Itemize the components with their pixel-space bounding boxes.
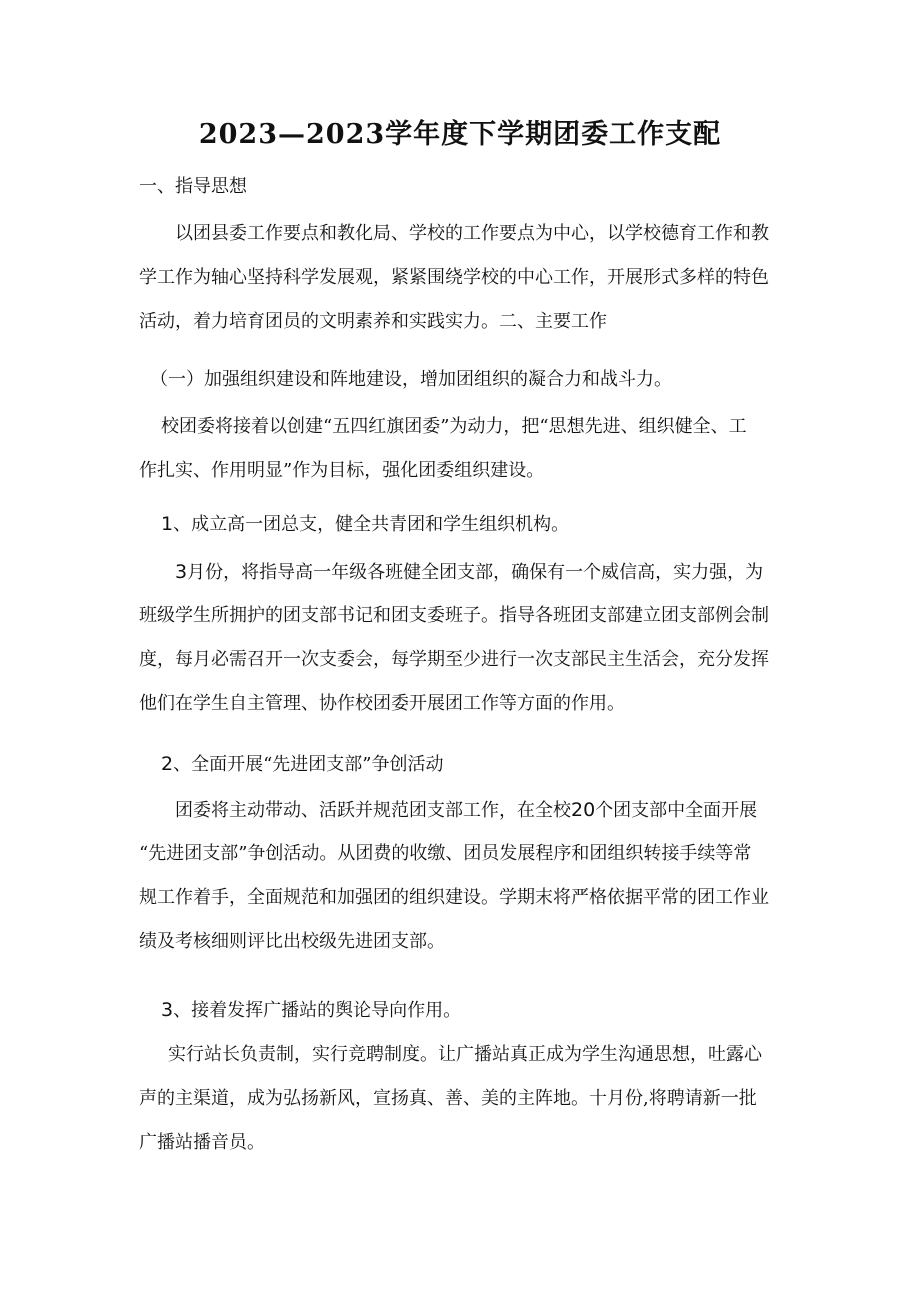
item-text: 、全面开展“先进团支部”争创活动 <box>173 754 444 775</box>
paragraph-line: 学工作为轴心坚持科学发展观，紧紧围绕学校的中心工作，开展形式多样的特色 <box>139 267 769 288</box>
paragraph-line: 以团县委工作要点和教化局、学校的工作要点为中心，以学校德育工作和教 <box>175 223 769 244</box>
paragraph-line: 他们在学生自主管理、协作校团委开展团工作等方面的作用。 <box>139 693 625 714</box>
inline-number: 20 <box>571 799 596 821</box>
paragraph-branch-setup <box>139 550 789 726</box>
paragraph-line: 校团委将接着以创建“五四红旗团委”为动力，把“思想先进、组织健全、工 <box>161 416 747 437</box>
inline-text: 个团支部中全面开展 <box>595 800 758 821</box>
paragraph-line <box>139 550 789 594</box>
section-heading-guiding-thought: 一、指导思想 <box>139 176 247 197</box>
document-title: 2023—2023学年度下学期团委工作支配 <box>198 119 722 150</box>
numbered-item-3 <box>161 998 461 1023</box>
inline-number: 3 <box>175 561 188 583</box>
paragraph-line <box>139 788 789 832</box>
paragraph-line: 班级学生所拥护的团支部书记和团支委班子。指导各班团支部建立团支部例会制 <box>139 605 769 626</box>
paragraph-organization <box>139 405 789 493</box>
inline-text: 团委将主动带动、活跃并规范团支部工作，在全校 <box>175 800 571 821</box>
item-text: 、成立高一团总支，健全共青团和学生组织机构。 <box>173 514 570 535</box>
numbered-item-2 <box>161 752 444 777</box>
paragraph-line: 活动，着力培育团员的文明素养和实践实力。二、主要工作 <box>139 311 607 332</box>
item-number: 1 <box>161 513 174 535</box>
item-number: 3 <box>161 999 174 1021</box>
paragraph-broadcast-station <box>139 1033 789 1165</box>
numbered-item-1 <box>161 512 569 537</box>
paragraph-line: 作扎实、作用明显”作为目标，强化团委组织建设。 <box>139 460 545 481</box>
paragraph-line: 绩及考核细则评比出校级先进团支部。 <box>139 931 445 952</box>
paragraph-line: 实行站长负责制，实行竞聘制度。让广播站真正成为学生沟通思想，吐露心 <box>168 1044 762 1065</box>
paragraph-line: 度，每月必需召开一次支委会，每学期至少进行一次支部民主生活会，充分发挥 <box>139 649 769 670</box>
paragraph-line: 广播站播音员。 <box>139 1132 265 1153</box>
inline-text: 月份，将指导高一年级各班健全团支部，确保有一个威信高，实力强，为 <box>187 562 764 583</box>
paragraph-line: “先进团支部”争创活动。从团费的收缴、团员发展程序和团组织转接手续等常 <box>139 843 752 864</box>
paragraph-line: 声的主渠道，成为弘扬新风，宣扬真、善、美的主阵地。十月份,将聘请新一批 <box>139 1088 757 1109</box>
paragraph-line: 规工作着手，全面规范和加强团的组织建设。学期末将严格依据平常的团工作业 <box>139 887 769 908</box>
paragraph-guiding-thought <box>139 212 789 344</box>
paragraph-advanced-branch <box>139 788 789 964</box>
item-number: 2 <box>161 753 174 775</box>
subsection-heading-organization: （一）加强组织建设和阵地建设，增加团组织的凝合力和战斗力。 <box>150 369 672 390</box>
item-text: 、接着发挥广播站的舆论导向作用。 <box>173 1000 462 1021</box>
